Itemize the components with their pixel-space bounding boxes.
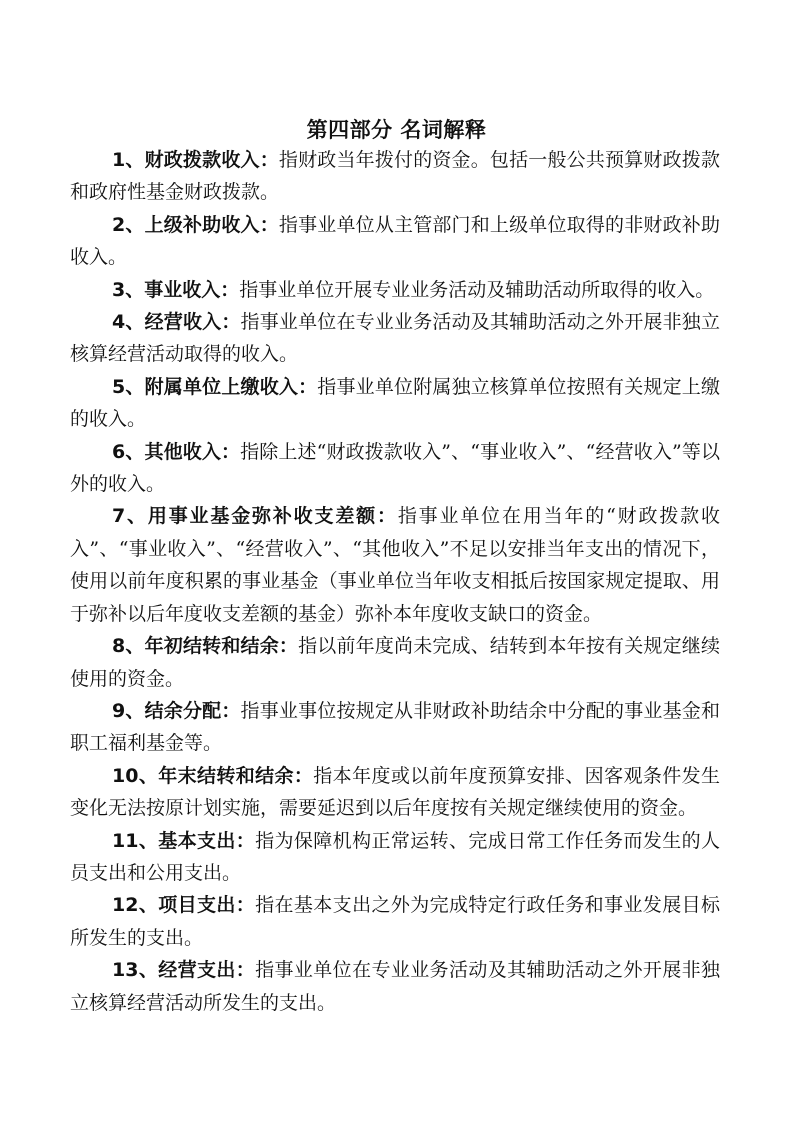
term-definition: 指事业单位在专业业务活动及其辅助活动之外开展非独立核算经营活动所发生的支出。 — [70, 959, 720, 1014]
term-item — [70, 630, 720, 695]
term-item — [70, 209, 720, 274]
term-item — [70, 436, 720, 501]
term-item — [70, 274, 720, 306]
term-label: 4、经营收入： — [112, 311, 241, 334]
page-title: 第四部分 名词解释 — [306, 118, 487, 142]
term-label: 9、结余分配： — [112, 699, 241, 722]
term-label: 3、事业收入： — [112, 278, 240, 301]
term-label: 8、年初结转和结余： — [112, 635, 299, 658]
term-label: 10、年末结转和结余： — [112, 764, 314, 787]
term-label: 7、用事业基金弥补收支差额： — [112, 505, 398, 528]
term-definition: 指事业单位在用当年的“财政拨款收入”、“事业收入”、“经营收入”、“其他收入”不足以安排当年支出的情况下，使用以前年度积累的事业基金（事业单位当年收支相抵后按国家规定提取、用于弥补以后年度收支差额的基金）弥补本年度收支缺口的资金。 — [70, 505, 720, 625]
term-item — [70, 371, 720, 436]
term-item — [70, 695, 720, 760]
term-item — [70, 500, 720, 630]
term-label: 13、经营支出： — [112, 959, 256, 982]
term-item — [70, 306, 720, 371]
term-definition: 指事业单位在专业业务活动及其辅助活动之外开展非独立核算经营活动取得的收入。 — [70, 311, 720, 366]
term-definition: 指为保障机构正常运转、完成日常工作任务而发生的人员支出和公用支出。 — [70, 829, 720, 884]
term-definition: 指事业单位附属独立核算单位按照有关规定上缴的收入。 — [70, 375, 720, 431]
term-label: 11、基本支出： — [112, 829, 256, 852]
term-item — [70, 889, 720, 954]
term-definition: 指事业单位开展专业业务活动及辅助活动所取得的收入。 — [239, 278, 715, 301]
term-definition: 指以前年度尚未完成、结转到本年按有关规定继续使用的资金。 — [70, 635, 720, 690]
term-definition: 指财政当年拨付的资金。包括一般公共预算财政拨款和政府性基金财政拨款。 — [70, 149, 720, 204]
term-definition: 指除上述“财政拨款收入”、“事业收入”、“经营收入”等以外的收入。 — [70, 440, 720, 496]
term-item — [70, 144, 720, 209]
term-item — [70, 825, 720, 890]
term-label: 5、附属单位上缴收入： — [112, 375, 318, 398]
term-item — [70, 760, 720, 825]
term-list — [70, 144, 720, 1019]
term-label: 1、财政拨款收入： — [112, 149, 279, 171]
term-definition: 指在基本支出之外为完成特定行政任务和事业发展目标所发生的支出。 — [70, 894, 720, 949]
term-definition: 指事业单位从主管部门和上级单位取得的非财政补助收入。 — [70, 213, 720, 269]
term-label: 6、其他收入： — [112, 440, 241, 463]
term-label: 12、项目支出： — [112, 894, 256, 917]
term-definition: 指事业事位按规定从非财政补助结余中分配的事业基金和职工福利基金等。 — [70, 699, 720, 755]
term-item — [70, 954, 720, 1019]
term-label: 2、上级补助收入： — [112, 213, 279, 236]
term-definition: 指本年度或以前年度预算安排、因客观条件发生变化无法按原计划实施，需要延迟到以后年度按有关规定继续使用的资金。 — [70, 764, 720, 820]
